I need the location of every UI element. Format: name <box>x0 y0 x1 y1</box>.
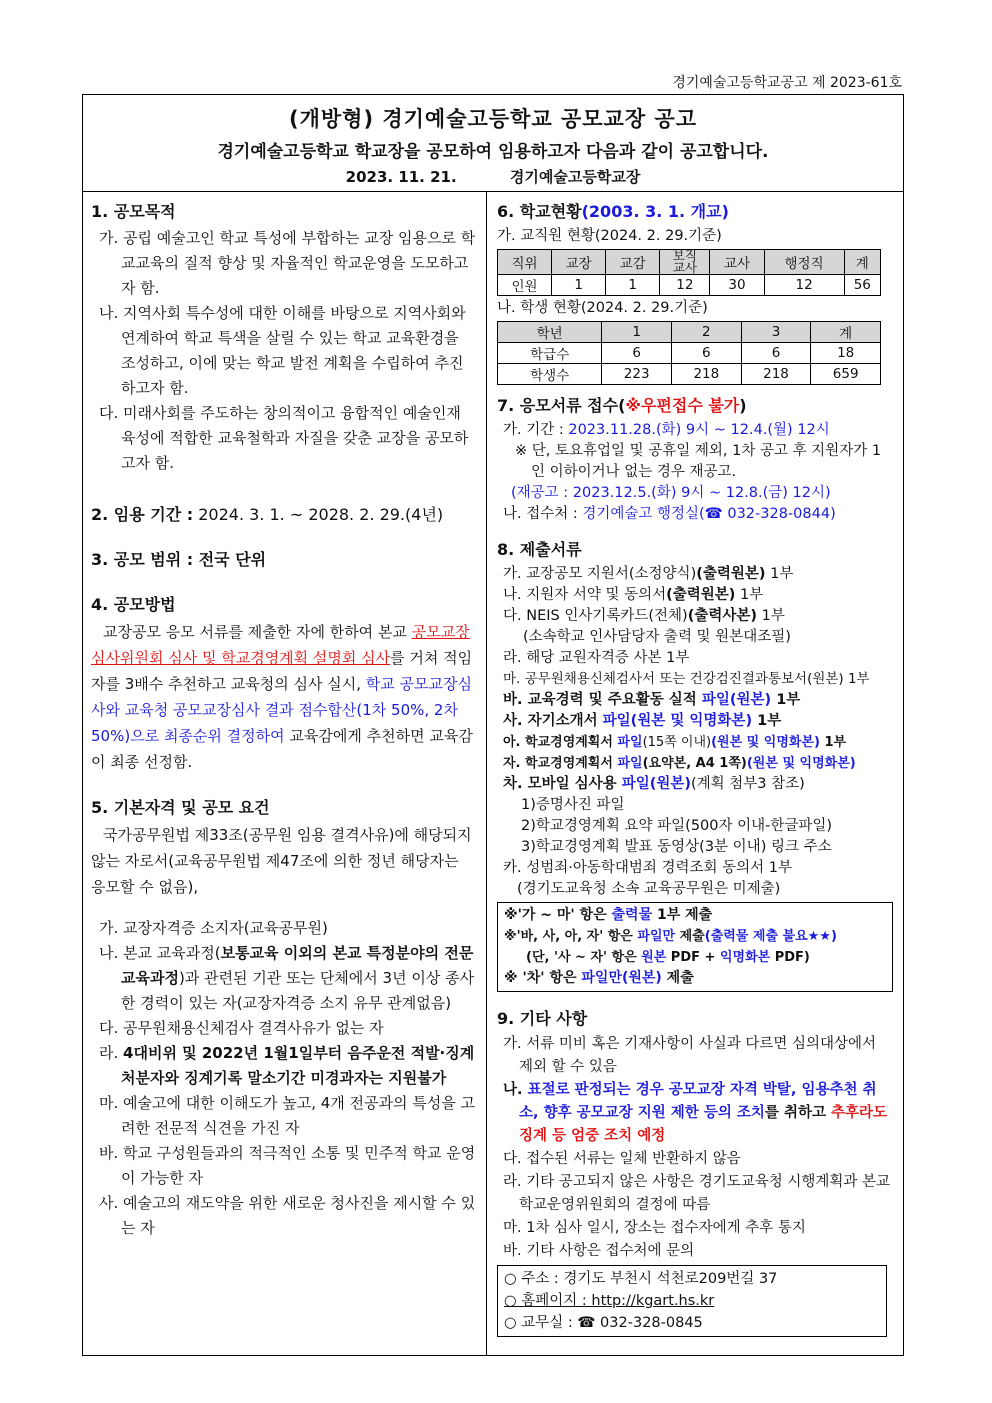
list-item: 라. 4대비위 및 2022년 1월1일부터 음주운전 적발·징계처분자와 징계기록 말소기간 미경과자는 지원불가 <box>99 1044 475 1087</box>
list-item: 아. 학교경영계획서 파일(15쪽 이내)(원본 및 익명화본) 1부 <box>503 735 847 750</box>
list-item: 가. 기간 : 2023.11.28.(화) 9시 ~ 12.4.(월) 12시 <box>503 422 830 438</box>
list-item: 라. 해당 교원자격증 사본 1부 <box>503 650 690 666</box>
list-item: 가. 서류 미비 혹은 기재사항이 사실과 다르면 심의대상에서 제외 할 수 있음 <box>503 1036 877 1075</box>
list-item: 다. 미래사회를 주도하는 창의적이고 융합적인 예술인재 육성에 적합한 교육철학과 자질을 갖춘 교장을 공모하고자 함. <box>99 404 469 472</box>
section-heading: 7. 응모서류 접수( <box>497 396 626 415</box>
table-row: 학년 1 2 3 계 <box>498 322 881 343</box>
left-column <box>83 191 487 1355</box>
no-mail-notice: ※우편접수 불가 <box>625 396 740 415</box>
section-heading: 4. 공모방법 <box>91 595 176 614</box>
staff-table <box>497 249 881 296</box>
student-table <box>497 321 881 385</box>
section-qualification <box>91 795 476 1241</box>
list-item: 가. 교장자격증 소지자(교육공무원) <box>99 919 328 937</box>
notice-subtitle: 경기예술고등학교 학교장을 공모하여 임용하고자 다음과 같이 공고합니다. <box>217 142 769 162</box>
list-item: 카. 성범죄·아동학대범죄 경력조회 동의서 1부 <box>503 860 793 876</box>
notice-title: (개방형) 경기예술고등학교 공모교장 공고 <box>289 107 697 131</box>
section-heading: 1. 공모목적 <box>91 202 176 221</box>
notice-date: 2023. 11. 21. <box>345 168 457 186</box>
list-item: 마. 예술고에 대한 이해도가 높고, 4개 전공과의 특성을 고려한 전문적 식견을 가진 자 <box>99 1094 476 1137</box>
list-item: 나. 지역사회 특수성에 대한 이해를 바탕으로 지역사회와 연계하여 학교 특색을 살릴 수 있는 학교 교육환경을 조성하고, 이에 맞는 학교 발전 계획을 수립하여 추진하고자 함. <box>99 304 466 397</box>
repost-period: (재공고 : 2023.12.5.(화) 9시 ~ 12.8.(금) 12시) <box>511 485 831 501</box>
list-item: 가. 교장공모 지원서(소정양식)(출력원본) 1부 <box>503 566 794 582</box>
method-paragraph: 교장공모 응모 서류를 제출한 자에 한하여 본교 공모교장심사위원회 심사 및 학교경영계획 설명회 심사를 거쳐 적임자를 3배수 추천하고 교육청의 심사 실시, 학교 공모교장심사와 교육청 공모교장심사 결과 점수합산(1차 50%, 2차 50%)으로 최종순위 결정하여 교육감에게 추천하면 교육감이 최종 선정함. <box>91 623 473 771</box>
notice-issuer: 경기예술고등학교장 <box>509 168 641 186</box>
section-heading: 6. 학교현황 <box>497 202 582 221</box>
notice-dateline <box>83 166 903 187</box>
right-column <box>487 191 903 1355</box>
section-term <box>91 502 476 525</box>
qualification-intro: 국가공무원법 제33조(공무원 임용 결격사유)에 해당되지 않는 자로서(교육공무원법 제47조에 의한 정년 해당자는 응모할 수 없음), <box>91 826 472 896</box>
list-item: 다. 접수된 서류는 일체 반환하지 않음 <box>503 1151 741 1167</box>
contact-homepage: ○ 홈페이지 : http://kgart.hs.kr <box>504 1293 715 1309</box>
list-note: (소속학교 인사담당자 출력 및 원본대조필) <box>523 629 791 645</box>
section-documents <box>497 537 893 992</box>
section-heading: 5. 기본자격 및 공모 요건 <box>91 798 270 817</box>
staff-table-caption: 가. 교직원 현황(2024. 2. 29.기준) <box>497 228 722 244</box>
list-item: 가. 공립 예술고인 학교 특성에 부합하는 교장 임용으로 학교교육의 질적 향상 및 자율적인 학교운영을 도모하고자 함. <box>99 229 476 297</box>
list-item: 마. 1차 심사 일시, 장소는 접수자에게 추후 통지 <box>503 1220 806 1236</box>
term-value: 2024. 3. 1. ~ 2028. 2. 29.(4년) <box>193 505 444 524</box>
list-note: ※ 단, 토요휴업일 및 공휴일 제외, 1차 공고 후 지원자가 1인 이하이거나 없는 경우 재공고. <box>515 443 882 480</box>
section-application: 7. 응모서류 접수(※우편접수 불가) 가. 기간 : 2023.11.28.(화) 9시 ~ 12.4.(월) 12시 ※ 단, 토요휴업일 및 공휴일 제외, 1차 공고 후 지원자가 1인 이하이거나 없는 경우 재공고. (재공고 : 2023.12.5.(화) 9시 ~ 12.8.(금) 12시) 나. 접수처 : 경기예술고 행정실(☎ 032-328-0844) <box>497 393 893 525</box>
founding-date: (2003. 3. 1. 개교) <box>581 202 729 221</box>
list-note: (경기도교육청 소속 교육공무원은 미제출) <box>517 881 781 897</box>
section-others <box>497 1006 893 1337</box>
table-row: 직위 교장 교감 보직 교사 교사 행정직 계 <box>498 250 881 275</box>
list-item: 나. 본교 교육과정(보통교육 이외의 본교 특정분야의 전문교육과정)과 관련된 기관 또는 단체에서 3년 이상 종사한 경력이 있는 자(교장자격증 소지 유무 관계없음) <box>99 944 475 1012</box>
submission-note-box: ※'가 ~ 마' 항은 출력물 1부 제출 ※'바, 사, 아, 자' 항은 파일만 제출(출력물 제출 불요★★) (단, '사 ~ 자' 항은 원본 PDF + 익명화본 PDF) ※ '차' 항은 파일만(원본) 제출 <box>497 902 893 992</box>
document-number: 경기예술고등학교공고 제 2023-61호 <box>672 75 902 91</box>
section-scope <box>91 547 476 570</box>
section-heading: 2. 임용 기간 : <box>91 505 194 524</box>
list-item: 마. 공무원채용신체검사서 또는 건강검진결과통보서(원본) 1부 <box>503 671 870 687</box>
list-item: 나. 표절로 판정되는 경우 공모교장 자격 박탈, 임용추천 취소, 향후 공모교장 지원 제한 등의 조치를 취하고 추후라도 징계 등 엄중 조치 예정 <box>503 1082 888 1144</box>
list-subitem: 3)학교경영계획 발표 동영상(3분 이내) 링크 주소 <box>521 839 832 855</box>
notice-frame <box>82 94 904 1356</box>
section-purpose <box>91 199 476 476</box>
table-row: 학생수 223 218 218 659 <box>498 364 881 385</box>
list-item: 자. 학교경영계획서 파일(요약본, A4 1쪽)(원본 및 익명화본) <box>503 756 856 771</box>
list-item: 바. 기타 사항은 접수처에 문의 <box>503 1243 695 1259</box>
contact-address: ○ 주소 : 경기도 부천시 석천로209번길 37 <box>504 1271 778 1287</box>
student-table-caption: 나. 학생 현황(2024. 2. 29.기준) <box>497 300 708 316</box>
list-item: 사. 예술고의 재도약을 위한 새로운 청사진을 제시할 수 있는 자 <box>99 1194 476 1237</box>
list-item: 차. 모바일 심사용 파일(원본)(계획 첨부3 참조) <box>503 776 805 792</box>
contact-phone: ○ 교무실 : ☎ 032-328-0845 <box>504 1315 703 1331</box>
section-method <box>91 592 476 775</box>
contact-box <box>497 1265 887 1337</box>
table-row: 학급수 6 6 6 18 <box>498 343 881 364</box>
list-item: 나. 지원자 서약 및 동의서(출력원본) 1부 <box>503 587 764 603</box>
section-heading: 9. 기타 사항 <box>497 1009 588 1028</box>
section-heading: 3. 공모 범위 : 전국 단위 <box>91 550 267 569</box>
list-item: 사. 자기소개서 파일(원본 및 익명화본) 1부 <box>503 713 782 729</box>
list-item: 라. 기타 공고되지 않은 사항은 경기도교육청 시행계획과 본교 학교운영위원회의 결정에 따름 <box>503 1174 891 1213</box>
list-item: 바. 학교 구성원들과의 적극적인 소통 및 민주적 학교 운영이 가능한 자 <box>99 1144 476 1187</box>
list-item: 나. 접수처 : 경기예술고 행정실(☎ 032-328-0844) <box>503 506 836 522</box>
notice-header <box>83 95 903 192</box>
list-item: 다. NEIS 인사기록카드(전체)(출력사본) 1부 <box>503 608 785 624</box>
table-row: 인원 1 1 12 30 12 56 <box>498 275 881 296</box>
list-subitem: 2)학교경영계획 요약 파일(500자 이내-한글파일) <box>521 818 833 834</box>
section-heading: 8. 제출서류 <box>497 540 582 559</box>
list-item: 바. 교육경력 및 주요활동 실적 파일(원본) 1부 <box>503 692 801 708</box>
list-item: 다. 공무원채용신체검사 결격사유가 없는 자 <box>99 1019 384 1037</box>
list-subitem: 1)증명사진 파일 <box>521 797 625 813</box>
section-school-status <box>497 199 893 385</box>
